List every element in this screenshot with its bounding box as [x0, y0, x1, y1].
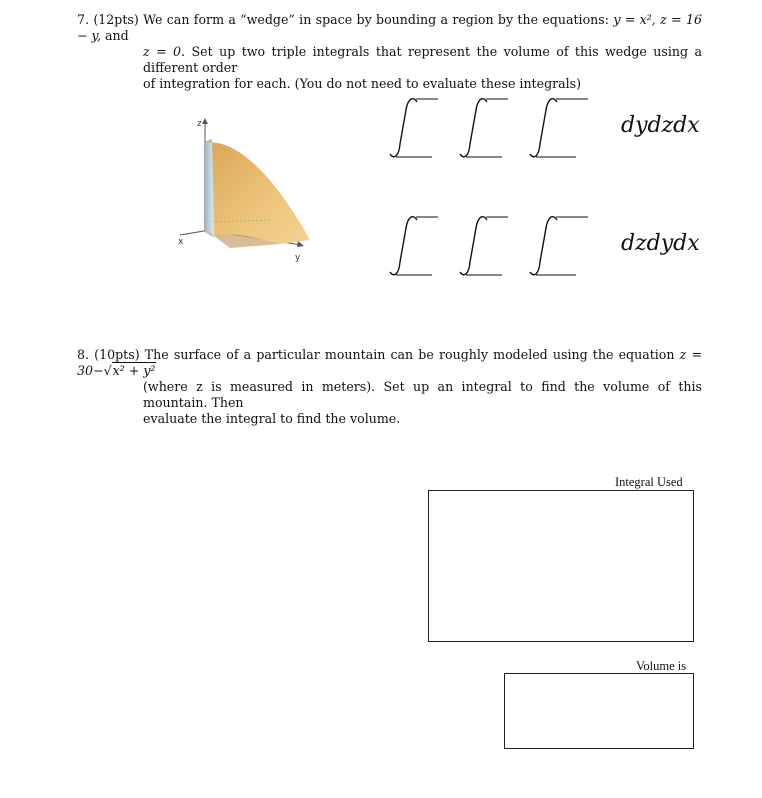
wedge-top-surface: [206, 140, 310, 244]
integral-row-1: [380, 94, 710, 164]
wedge-figure: [170, 110, 320, 270]
problem-8-equation: z = 30−: [77, 347, 702, 378]
order-dzdydx: dzdydx: [621, 231, 700, 256]
sqrt-radicand: x² + y²: [112, 363, 156, 378]
wedge-figure-svg: [170, 110, 320, 270]
problem-7-and: and: [101, 28, 129, 43]
problem-7-z-equation: z = 0.: [143, 44, 186, 59]
problem-7-text: [77, 12, 702, 92]
problem-8-text: [77, 347, 702, 427]
integral-row-2: [380, 212, 710, 282]
integral-sign-outer: [380, 212, 450, 280]
problem-7-equations: y = x², z = 16 − y,: [77, 12, 702, 43]
z-axis-arrow: [202, 118, 208, 124]
integral-sign-middle: [450, 94, 520, 162]
volume-answer-box[interactable]: [504, 673, 694, 749]
problem-7-line-3: of integration for each. (You do not need to evaluate these integrals): [143, 76, 582, 91]
integral-sign-outer: [380, 94, 450, 162]
problem-8-line-2: (where z is measured in meters). Set up an integral to find the volume of this mountain. Then: [143, 379, 702, 410]
problem-8-line-1: 8. (10pts) The surface of a particular mountain can be roughly modeled using the equation: [77, 347, 680, 362]
y-axis-label: y: [295, 253, 301, 263]
integral-used-label: Integral Used: [615, 475, 683, 489]
integral-answer-box[interactable]: [428, 490, 694, 642]
problem-7-line-2: Set up two triple integrals that represent the volume of this wedge using a different order: [143, 44, 702, 75]
problem-8-line-3: evaluate the integral to find the volume.: [143, 411, 401, 426]
integral-sign-middle: [450, 212, 520, 280]
volume-label: Volume is: [636, 659, 687, 673]
order-dydzdx: dydzdx: [621, 113, 700, 138]
y-axis-arrow: [297, 241, 304, 247]
sqrt-expression: √x² + y²: [103, 363, 156, 378]
problem-7-line-1: 7. (12pts) We can form a “wedge” in space by bounding a region by the equations:: [77, 12, 614, 27]
x-axis-label: x: [178, 237, 184, 247]
z-axis-label: z: [197, 119, 202, 129]
integral-sign-inner: [520, 94, 590, 162]
integral-sign-inner: [520, 212, 590, 280]
